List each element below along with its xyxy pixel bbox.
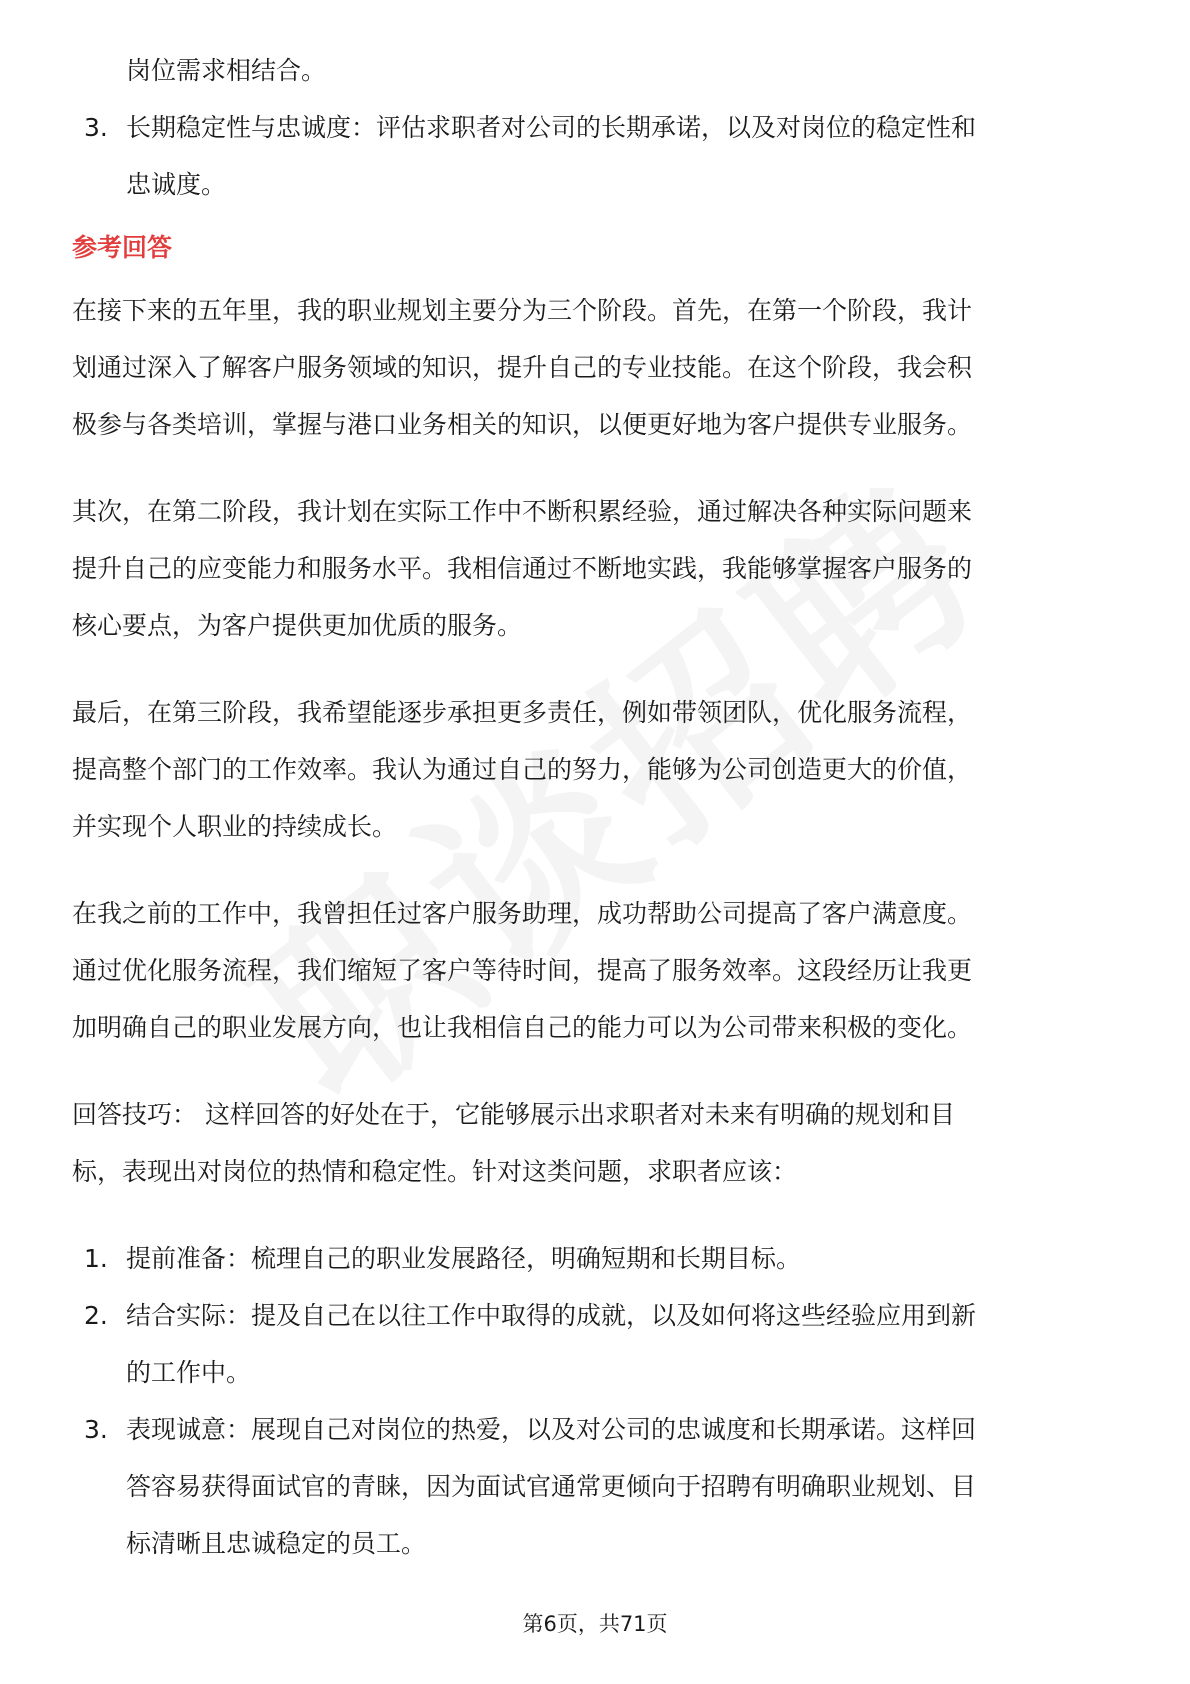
paragraph-line: 划通过深入了解客户服务领域的知识，提升自己的专业技能。在这个阶段，我会积 xyxy=(72,353,973,382)
paragraph-line: 加明确自己的职业发展方向，也让我相信自己的能力可以为公司带来积极的变化。 xyxy=(72,1013,973,1042)
list-number: 1. xyxy=(84,1244,108,1273)
criteria-item-3 xyxy=(72,99,1122,213)
paragraph-line: 提升自己的应变能力和服务水平。我相信通过不断地实践，我能够掌握客户服务的 xyxy=(72,554,973,583)
list-number: 2. xyxy=(84,1301,108,1330)
paragraph-tips-intro xyxy=(72,1086,1122,1200)
tip-line: 提前准备：梳理自己的职业发展路径，明确短期和长期目标。 xyxy=(126,1244,802,1273)
list-number: 3. xyxy=(84,1415,108,1444)
criteria-line: 忠诚度。 xyxy=(126,170,227,199)
paragraph-line: 最后，在第三阶段，我希望能逐步承担更多责任，例如带领团队，优化服务流程， xyxy=(72,698,973,727)
list-number: 3. xyxy=(84,113,108,142)
tip-line: 表现诚意：展现自己对岗位的热爱，以及对公司的忠诚度和长期承诺。这样回 xyxy=(126,1415,977,1444)
tip-item-3 xyxy=(72,1401,1122,1572)
paragraph-line: 在接下来的五年里，我的职业规划主要分为三个阶段。首先，在第一个阶段，我计 xyxy=(72,296,973,325)
tip-item-1 xyxy=(72,1230,1122,1287)
page-content xyxy=(72,42,1122,1572)
criteria-line: 长期稳定性与忠诚度：评估求职者对公司的长期承诺，以及对岗位的稳定性和 xyxy=(126,113,977,142)
page-footer: 第6页，共71页 xyxy=(522,1612,668,1636)
paragraph-line: 核心要点，为客户提供更加优质的服务。 xyxy=(72,611,523,640)
paragraph-1 xyxy=(72,282,1122,453)
paragraph-line: 回答技巧： 这样回答的好处在于，它能够展示出求职者对未来有明确的规划和目 xyxy=(72,1100,955,1129)
tip-line: 的工作中。 xyxy=(126,1358,252,1387)
paragraph-line: 在我之前的工作中，我曾担任过客户服务助理，成功帮助公司提高了客户满意度。 xyxy=(72,899,973,928)
tip-line: 结合实际：提及自己在以往工作中取得的成就，以及如何将这些经验应用到新 xyxy=(126,1301,977,1330)
tip-item-2 xyxy=(72,1287,1122,1401)
tip-line: 答容易获得面试官的青睐，因为面试官通常更倾向于招聘有明确职业规划、目 xyxy=(126,1472,977,1501)
paragraph-line: 标，表现出对岗位的热情和稳定性。针对这类问题，求职者应该： xyxy=(72,1157,798,1186)
intro-continuation: 岗位需求相结合。 xyxy=(126,56,327,85)
paragraph-line: 并实现个人职业的持续成长。 xyxy=(72,812,398,841)
paragraph-line: 通过优化服务流程，我们缩短了客户等待时间，提高了服务效率。这段经历让我更 xyxy=(72,956,973,985)
paragraph-3 xyxy=(72,684,1122,855)
tip-line: 标清晰且忠诚稳定的员工。 xyxy=(126,1529,427,1558)
paragraph-line: 提高整个部门的工作效率。我认为通过自己的努力，能够为公司创造更大的价值， xyxy=(72,755,973,784)
section-title: 参考回答 xyxy=(72,233,173,262)
paragraph-line: 极参与各类培训，掌握与港口业务相关的知识，以便更好地为客户提供专业服务。 xyxy=(72,410,973,439)
paragraph-line: 其次，在第二阶段，我计划在实际工作中不断积累经验，通过解决各种实际问题来 xyxy=(72,497,973,526)
paragraph-4 xyxy=(72,885,1122,1056)
paragraph-2 xyxy=(72,483,1122,654)
